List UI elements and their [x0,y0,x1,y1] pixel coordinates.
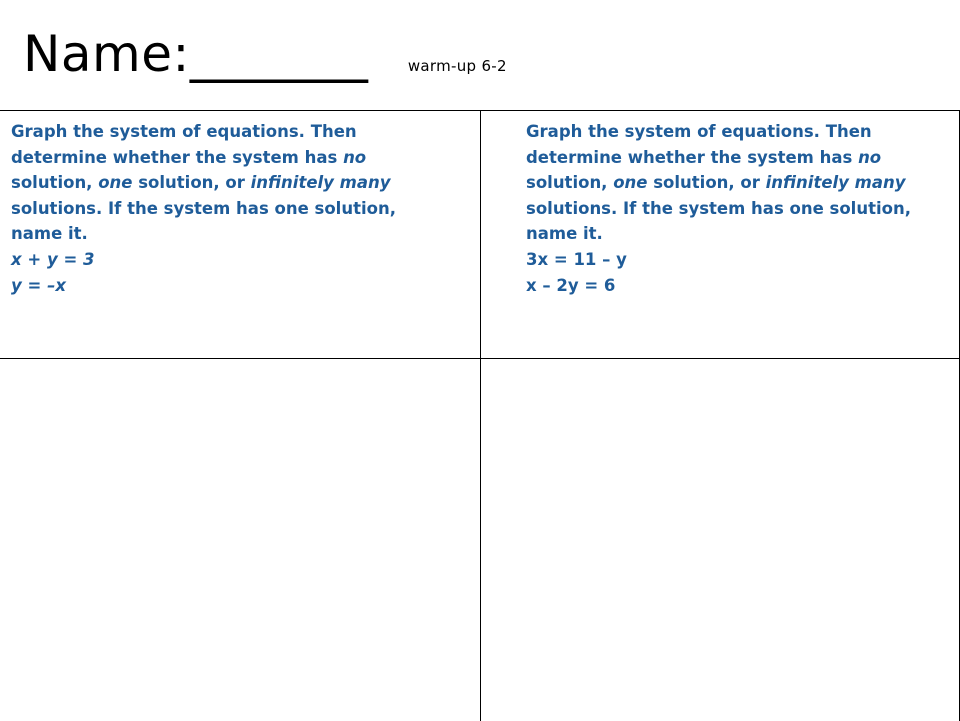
problem-1-instruction-part-3: solution, or [132,173,251,193]
problem-2-word-one: one [613,173,648,193]
problem-1-instruction-part-1: Graph the system of equations. Then determine whether the system has [11,122,357,167]
page-header [23,18,507,98]
problem-2-equation-2: x – 2y = 6 [526,275,616,295]
problem-1-word-infinitely: infinitely many [250,173,391,193]
problem-2-instruction-part-4: solutions. If the system has one solution, name it. [526,198,911,244]
problem-1-text [11,119,451,298]
name-label: Name: [23,25,190,83]
answer-cell-1 [0,359,481,721]
problem-1-equation-1 [11,247,451,273]
problem-1-equation-1-text: x + y = 3 [11,249,95,269]
answer-cell-2 [481,359,960,721]
problem-1-word-no: no [343,147,367,167]
problem-2-instruction-part-1: Graph the system of equations. Then determine whether the system has [526,122,872,167]
problem-2-word-no: no [858,147,882,167]
warm-up-subtitle: warm-up 6-2 [407,57,507,75]
problem-2-word-infinitely: infinitely many [765,173,906,193]
problem-2-text [526,119,960,298]
problem-1-equation-2-text: y = –x [11,275,66,295]
problem-2-equation-1: 3x = 11 – y [526,249,627,269]
name-blank-line: __________ [189,25,360,83]
problem-cell-2 [481,111,960,359]
problem-1-instruction-part-2: solution, [11,173,99,193]
problem-1-equation-2 [11,273,451,299]
problem-2-instruction-part-2: solution, [526,173,614,193]
worksheet-grid [0,110,960,720]
problem-1-word-one: one [98,173,133,193]
problem-2-instruction-part-3: solution, or [647,173,766,193]
problem-cell-1 [0,111,481,359]
problem-1-instruction-part-4: solutions. If the system has one solution, name it. [11,198,396,244]
